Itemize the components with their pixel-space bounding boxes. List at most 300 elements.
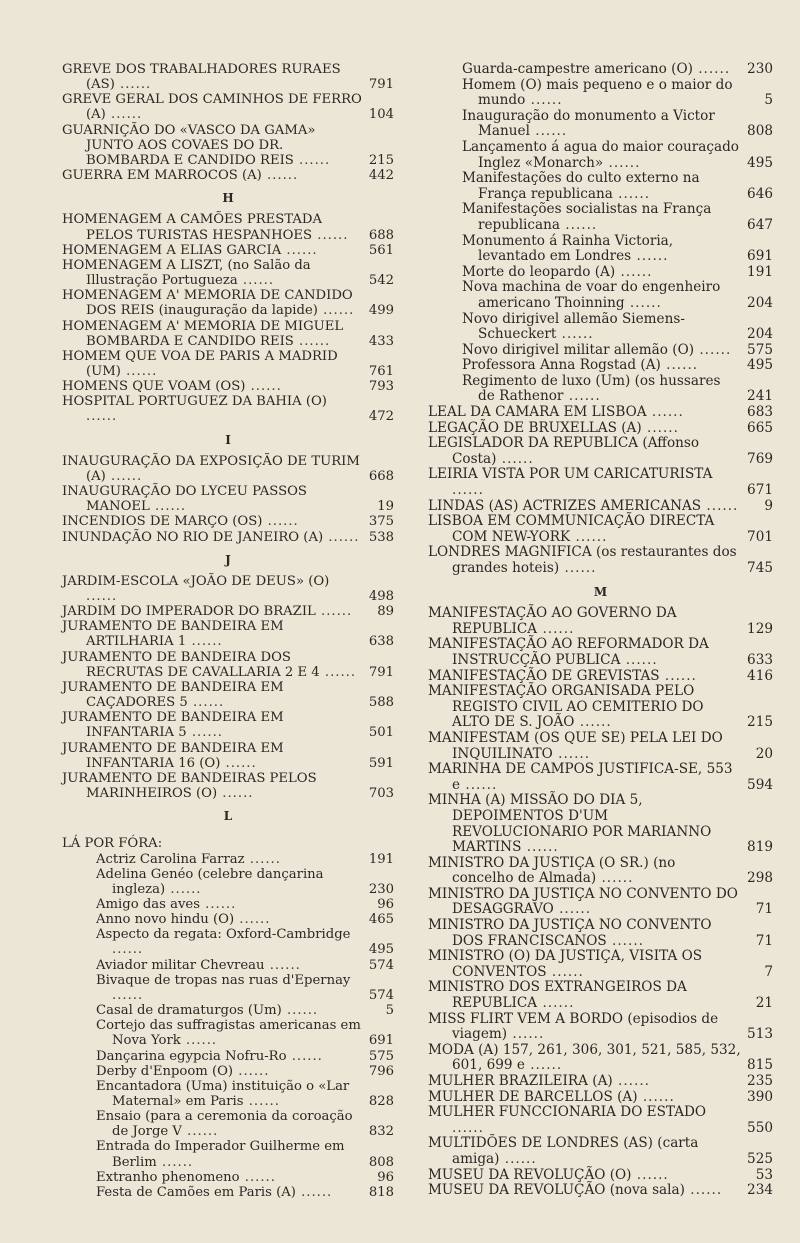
dot-leaders: ......: [641, 419, 679, 436]
dot-leaders: ......: [180, 1033, 218, 1049]
entry-title: HOMEM QUE VOA DE PARIS A MADRID (UM): [62, 348, 338, 379]
entry-title: HOSPITAL PORTUGUEZ DA BAHIA (O): [62, 394, 327, 410]
page-number: 230: [747, 61, 773, 77]
page-number: 241: [747, 388, 773, 405]
entry-title: Actriz Carolina Farraz: [96, 851, 245, 867]
index-subentry: [428, 374, 773, 405]
index-subentry: [62, 1079, 394, 1109]
entry-title: MINISTRO DA JUSTIÇA NO CONVENTO DOS FRANCISCANOS: [428, 917, 712, 949]
entry-title: INUNDAÇÃO NO RIO DE JANEIRO (A): [62, 529, 324, 545]
dot-leaders: ......: [317, 303, 355, 319]
index-entry: [62, 379, 394, 394]
left-column: [62, 62, 394, 1200]
dot-leaders: ......: [525, 92, 563, 109]
page-number: 828: [368, 1094, 394, 1109]
index-entry: [62, 454, 394, 484]
entry-title: JURAMENTO DE BANDEIRA EM CAÇADORES 5: [62, 679, 284, 711]
index-subentry: [428, 343, 773, 359]
page-number: 7: [764, 963, 773, 980]
section-letter: L: [223, 809, 233, 824]
page-number: 671: [747, 482, 773, 499]
index-subentry: [62, 1064, 394, 1079]
index-entry: [62, 258, 394, 288]
page-number: 796: [368, 1063, 394, 1079]
index-entry: [62, 741, 394, 771]
dot-leaders: ......: [312, 227, 349, 243]
dot-leaders: ......: [156, 1154, 194, 1170]
page-number: 230: [368, 881, 394, 897]
dot-leaders: ......: [120, 363, 158, 379]
dot-leaders: ......: [261, 168, 299, 184]
index-subentry: [428, 280, 773, 311]
page-number: 646: [747, 185, 773, 202]
dot-leaders: ......: [615, 263, 653, 280]
index-entry: [62, 484, 394, 514]
index-entry: [428, 918, 773, 949]
page-number: 129: [747, 620, 773, 637]
index-entry: [428, 421, 773, 437]
page-number: 791: [368, 664, 394, 680]
dot-leaders: ......: [295, 1184, 333, 1200]
entry-title: Ensaio (para a ceremonia da coroação de Jorge V: [96, 1109, 353, 1140]
dot-leaders: ......: [631, 248, 669, 265]
entry-title: GREVE GERAL DOS CAMINHOS DE FERRO (A): [62, 92, 362, 123]
dot-leaders: ......: [460, 776, 498, 793]
index-entry: [428, 1012, 773, 1043]
index-entry: [428, 467, 773, 498]
page-number: 575: [368, 1048, 394, 1064]
page-number: 665: [747, 419, 773, 436]
entry-title: Adelina Genéo (celebre dançarina ingleza): [96, 866, 324, 897]
dot-leaders: ......: [701, 497, 739, 514]
section-heading: LÁ POR FÓRA:: [62, 836, 163, 852]
dot-leaders: ......: [563, 388, 601, 405]
dot-leaders: ......: [112, 942, 144, 958]
index-subentry: [62, 1003, 394, 1018]
index-entry: [428, 669, 773, 685]
index-subentry: [428, 234, 773, 265]
page-number: 375: [368, 514, 394, 530]
page-number: 472: [368, 409, 394, 425]
dot-leaders: ......: [529, 123, 568, 140]
index-entry: [428, 1183, 773, 1199]
page-number: 71: [755, 932, 773, 949]
entry-title: Entrada do Imperador Guilherme em Berlim: [96, 1139, 345, 1170]
index-entry: [62, 319, 394, 349]
entry-title: JARDIM-ESCOLA «JOÃO DE DEUS» (O): [62, 573, 330, 589]
dot-leaders: ......: [452, 482, 484, 499]
page-number: 769: [747, 450, 773, 467]
dot-leaders: ......: [606, 932, 644, 949]
entry-title: MANIFESTAÇÃO DE GREVISTAS: [428, 667, 660, 684]
page-number: 691: [747, 248, 773, 265]
entry-title: Dançarina egypcia Nofru-Ro: [96, 1048, 287, 1064]
page-number: 20: [755, 745, 773, 762]
dot-leaders: ......: [262, 514, 299, 530]
section-letter: J: [225, 552, 231, 567]
index-entry: [428, 637, 773, 668]
page-number: 761: [368, 363, 394, 379]
dot-leaders: ......: [603, 154, 641, 171]
dot-leaders: ......: [114, 77, 152, 93]
index-subentry: [428, 312, 773, 343]
page-number: 5: [764, 92, 773, 109]
index-entry: [62, 92, 394, 122]
index-entry: [428, 1043, 773, 1074]
entry-title: HOMENAGEM A' MEMORIA DE CANDIDO DOS REIS (inauguração da lapide): [62, 288, 353, 319]
page-number: 235: [747, 1073, 773, 1089]
page-number: 495: [368, 942, 394, 958]
entry-title: JARDIM DO IMPERADOR DO BRAZIL: [62, 604, 316, 620]
dot-leaders: ......: [637, 1088, 675, 1105]
entry-title: LINDAS (AS) ACTRIZES AMERICANAS: [428, 497, 702, 514]
index-subentry: [62, 1170, 394, 1185]
entry-title: JURAMENTO DE BANDEIRA EM INFANTARIA 5: [62, 710, 284, 741]
page-number: 819: [747, 839, 773, 856]
entry-title: GUARNIÇÃO DO «VASCO DA GAMA» JUNTO AOS COVAES DO DR. BOMBARDA E CANDIDO REIS: [62, 122, 316, 168]
index-subentry: [62, 1109, 394, 1139]
index-entry: [428, 1090, 773, 1106]
dot-leaders: ......: [112, 987, 144, 1003]
entry-title: JURAMENTO DE BANDEIRA EM ARTILHARIA 1: [62, 619, 284, 650]
entry-title: MINISTRO (O) DA JUSTIÇA, VISITA OS CONVENTOS: [428, 948, 703, 980]
index-entry: [62, 123, 394, 168]
page-number: 513: [747, 1026, 773, 1043]
entry-title: INAUGURAÇÃO DO LYCEU PASSOS MANOEL: [62, 484, 307, 515]
entry-title: MINISTRO DA JUSTIÇA (O SR.) (no concelho de Almada): [428, 854, 676, 887]
page-number: 501: [368, 725, 394, 741]
page-number: 298: [747, 870, 773, 887]
index-subentry: [428, 202, 773, 233]
dot-leaders: ......: [315, 604, 353, 620]
entry-title: HOMENAGEM A LISZT, (no Salão da Illustração Portugueza: [62, 257, 311, 289]
dot-leaders: ......: [521, 839, 559, 856]
entry-title: Inauguração do monumento a Victor Manuel: [462, 107, 715, 140]
entry-title: Novo dirigivel militar allemão (O): [462, 341, 695, 358]
index-entry: [428, 606, 773, 637]
page-number: 815: [747, 1057, 773, 1074]
dot-leaders: ......: [199, 896, 237, 912]
index-subentry: [62, 897, 394, 912]
dot-leaders: ......: [105, 107, 143, 123]
page-number: 495: [747, 154, 773, 171]
page-number: 191: [747, 263, 773, 280]
page-number: 818: [368, 1184, 394, 1200]
index-entry: [428, 949, 773, 980]
entry-title: Novo dirigivel allemão Siemens-Schueckert: [462, 310, 685, 343]
entry-title: Bivaque de tropas nas ruas d'Epernay: [96, 972, 351, 988]
dot-leaders: ......: [244, 851, 281, 867]
page-number: 691: [368, 1033, 394, 1049]
entry-title: JURAMENTO DE BANDEIRAS PELOS MARINHEIROS (O): [62, 770, 317, 802]
dot-leaders: ......: [243, 1094, 280, 1109]
entry-title: MULHER FUNCCIONARIA DO ESTADO: [428, 1104, 707, 1121]
entry-title: LISBOA EM COMMUNICAÇÃO DIRECTA COM NEW-YORK: [428, 513, 715, 545]
dot-leaders: ......: [264, 957, 301, 973]
dot-leaders: ......: [612, 1073, 650, 1089]
dot-leaders: ......: [659, 667, 697, 684]
index-subentry: [428, 78, 773, 109]
index-entry: [428, 762, 773, 793]
page-number: 498: [368, 589, 394, 604]
index-subentry: [428, 140, 773, 171]
page-number: 215: [747, 714, 773, 731]
entry-title: MULTIDÕES DE LONDRES (AS) (carta amiga): [428, 1135, 699, 1167]
dot-leaders: ......: [452, 1119, 484, 1136]
page-number: 5: [385, 1003, 394, 1019]
page-number: 550: [747, 1119, 773, 1136]
entry-title: GREVE DOS TRABALHADORES RURAES (AS): [62, 62, 341, 93]
index-subentry: [62, 867, 394, 897]
page-number: 701: [747, 528, 773, 545]
index-entry: [428, 684, 773, 731]
entry-title: Manifestações socialistas na França republicana: [462, 201, 712, 233]
page-number: 465: [368, 912, 394, 928]
dot-leaders: ......: [234, 912, 271, 928]
dot-leaders: ......: [293, 333, 331, 349]
entry-title: Casal de dramaturgos (Um): [96, 1003, 282, 1019]
index-entry: [428, 1168, 773, 1184]
page-number: 668: [368, 468, 394, 484]
dot-leaders: ......: [499, 1150, 537, 1167]
dot-leaders: ......: [496, 450, 534, 467]
page-number: 561: [368, 242, 394, 258]
section-letter: H: [222, 191, 234, 206]
entry-title: Guarda-campestre americano (O): [462, 61, 693, 77]
dot-leaders: ......: [556, 326, 594, 343]
page-number: 575: [747, 341, 773, 358]
index-entry: [62, 619, 394, 649]
index-entry: [428, 887, 773, 918]
entry-title: LEGAÇÃO DE BRUXELLAS (A): [428, 419, 642, 436]
dot-leaders: ......: [149, 499, 187, 515]
entry-title: LEAL DA CAMARA EM LISBOA: [428, 404, 647, 421]
page-number: 832: [368, 1124, 394, 1140]
entry-title: Nova machina de voar do engenheiro americano Thoinning: [462, 279, 721, 311]
index-entry: [62, 212, 394, 242]
dot-leaders: ......: [596, 870, 634, 887]
section-letter: I: [225, 432, 231, 447]
dot-leaders: ......: [86, 589, 118, 604]
entry-title: MUSEU DA REVOLUÇÃO (nova sala): [428, 1182, 685, 1199]
page-number: 808: [368, 1154, 394, 1170]
entry-title: MINHA (A) MISSÃO DO DIA 5, DEPOIMENTOS D'UM REVOLUCIONARIO POR MARIANNO MARTINS: [428, 792, 712, 856]
page-number: 89: [377, 604, 394, 620]
dot-leaders: ......: [220, 755, 257, 771]
index-subentry: [62, 912, 394, 927]
entry-title: INCENDIOS DE MARÇO (OS): [62, 514, 263, 530]
dot-leaders: ......: [646, 404, 684, 421]
index-entry: [62, 243, 394, 258]
dot-leaders: ......: [524, 1057, 563, 1074]
dot-leaders: ......: [559, 216, 598, 233]
page-number: 19: [377, 499, 394, 515]
page-number: 808: [747, 123, 773, 140]
dot-leaders: ......: [233, 1063, 270, 1079]
index-entry: [62, 349, 394, 379]
dot-leaders: ......: [631, 1166, 669, 1183]
page-number: 71: [755, 901, 773, 918]
index-entry: [62, 394, 394, 424]
entry-title: HOMENS QUE VOAM (OS): [62, 379, 246, 395]
entry-title: LONDRES MAGNIFICA (os restaurantes dos grandes hoteis): [428, 544, 737, 576]
page-number: 191: [368, 851, 394, 867]
page-number: 234: [747, 1182, 773, 1199]
index-entry: [428, 499, 773, 515]
index-entry: [62, 710, 394, 740]
index-entry: [428, 1136, 773, 1167]
dot-leaders: ......: [553, 901, 592, 918]
entry-title: Extranho phenomeno: [96, 1169, 240, 1185]
dot-leaders: ......: [187, 695, 225, 711]
entry-title: HOMENAGEM A CAMÕES PRESTADA PELOS TURISTAS HESPANHOES: [62, 212, 323, 243]
dot-leaders: ......: [537, 995, 575, 1012]
entry-title: MULHER DE BARCELLOS (A): [428, 1088, 638, 1105]
index-entry: [62, 650, 394, 680]
page-number: 495: [747, 357, 773, 374]
entry-title: LEIRIA VISTA POR UM CARICATURISTA: [428, 466, 713, 483]
page-number: 703: [368, 786, 394, 802]
entry-title: Regimento de luxo (Um) (os hussares de Rathenor: [462, 372, 721, 405]
entry-title: Aviador militar Chevreau: [96, 957, 265, 973]
page-number: 542: [368, 273, 394, 289]
page-number: 204: [747, 294, 773, 311]
dot-leaders: ......: [181, 1124, 219, 1140]
index-subentry: [62, 852, 394, 867]
index-entry: [428, 545, 773, 576]
entry-title: MARINHA DE CAMPOS JUSTIFICA-SE, 553 e: [428, 761, 733, 793]
index-entry: [428, 405, 773, 421]
index-subentry: [428, 171, 773, 202]
entry-title: MUSEU DA REVOLUÇÃO (O): [428, 1166, 632, 1183]
page-number: 53: [755, 1166, 773, 1183]
index-subentry: [62, 1049, 394, 1064]
index-subentry: [62, 1139, 394, 1169]
entry-title: Cortejo das suffragistas americanas em Nova York: [96, 1018, 361, 1049]
index-entry: [62, 288, 394, 318]
index-entry: [62, 574, 394, 604]
entry-title: MODA (A) 157, 261, 306, 301, 521, 585, 532, 601, 699 e: [428, 1041, 741, 1074]
dot-leaders: ......: [217, 786, 254, 802]
index-entry: [62, 530, 394, 545]
index-entry: [428, 514, 773, 545]
entry-title: HOMENAGEM A' MEMORIA DE MIGUEL BOMBARDA E CANDIDO REIS: [62, 318, 344, 349]
index-entry: [428, 1105, 773, 1136]
index-entry: [62, 680, 394, 710]
entry-title: Festa de Camões em Paris (A): [96, 1184, 296, 1200]
page-number: 793: [368, 379, 394, 395]
page-number: 416: [747, 667, 773, 684]
page-number: 215: [368, 152, 394, 168]
entry-title: Lançamento á agua do maior couraçado Inglez «Monarch»: [462, 138, 739, 171]
entry-title: INAUGURAÇÃO DA EXPOSIÇÃO DE TURIM (A): [62, 453, 360, 484]
page-number: 791: [368, 77, 394, 93]
dot-leaders: ......: [239, 1169, 276, 1185]
dot-leaders: ......: [574, 714, 612, 731]
dot-leaders: ......: [286, 1048, 323, 1064]
entry-title: LEGISLADOR DA REPUBLICA (Affonso Costa): [428, 435, 700, 467]
entry-title: MULHER BRAZILEIRA (A): [428, 1073, 613, 1089]
page-number: 538: [368, 529, 394, 545]
page-number: 104: [368, 107, 394, 123]
index-entry: [62, 771, 394, 801]
entry-title: JURAMENTO DE BANDEIRA EM INFANTARIA 16 (O): [62, 740, 284, 771]
page-number: 499: [368, 303, 394, 319]
entry-title: GUERRA EM MARROCOS (A): [62, 168, 262, 184]
dot-leaders: ......: [620, 651, 658, 668]
index-entry: [428, 793, 773, 855]
entry-title: Encantadora (Uma) instituição o «Lar Maternal» em Paris: [96, 1078, 350, 1109]
dot-leaders: ......: [165, 881, 202, 897]
entry-title: Monumento á Rainha Victoria, levantado em Londres: [462, 232, 674, 265]
page-number: 204: [747, 326, 773, 343]
index-entry: [62, 604, 394, 619]
dot-leaders: ......: [245, 379, 282, 395]
page-number: 525: [747, 1150, 773, 1167]
page-number: 647: [747, 216, 773, 233]
dot-leaders: ......: [570, 528, 608, 545]
index-subentry: [428, 358, 773, 374]
dot-leaders: ......: [537, 620, 575, 637]
entry-title: MISS FLIRT VEM A BORDO (episodios de viagem): [428, 1010, 719, 1043]
index-subentry: [62, 927, 394, 957]
dot-leaders: ......: [323, 529, 360, 545]
page-number: 594: [747, 776, 773, 793]
page-number: 588: [368, 695, 394, 711]
page-number: 390: [747, 1088, 773, 1105]
dot-leaders: ......: [660, 357, 699, 374]
page-number: 638: [368, 634, 394, 650]
page-number: 688: [368, 227, 394, 243]
dot-leaders: ......: [281, 1003, 319, 1019]
dot-leaders: ......: [86, 409, 118, 425]
page-number: 96: [377, 896, 394, 912]
entry-title: Amigo das aves: [96, 896, 200, 912]
index-entry: [62, 514, 394, 529]
page-number: 96: [377, 1169, 394, 1185]
dot-leaders: ......: [552, 745, 591, 762]
entry-title: MANIFESTAÇÃO ORGANISADA PELO REGISTO CIVIL AO CEMITERIO DO ALTO DE S. JOÃO: [428, 683, 704, 731]
index-subentry: [62, 973, 394, 1003]
entry-title: MINISTRO DA JUSTIÇA NO CONVENTO DO DESAGGRAVO: [428, 885, 738, 918]
index-entry: [428, 731, 773, 762]
index-entry: [62, 62, 394, 92]
page-number: 442: [368, 168, 394, 184]
dot-leaders: ......: [559, 560, 597, 576]
page-number: 433: [368, 333, 394, 349]
index-entry: [428, 980, 773, 1011]
page-number: 574: [368, 987, 394, 1003]
dot-leaders: ......: [692, 61, 731, 77]
page-number: 21: [755, 995, 773, 1012]
page-number: 633: [747, 651, 773, 668]
dot-leaders: ......: [105, 468, 143, 484]
entry-title: Aspecto da regata: Oxford-Cambridge: [96, 927, 351, 943]
entry-title: Morte do leopardo (A): [462, 263, 616, 280]
dot-leaders: ......: [319, 664, 357, 680]
page-number: 683: [747, 404, 773, 421]
index-subentry: [428, 62, 773, 78]
entry-title: MANIFESTAÇÃO AO GOVERNO DA REPUBLICA: [428, 605, 677, 637]
entry-title: Anno novo hindu (O): [96, 912, 235, 928]
index-subentry: [62, 958, 394, 973]
entry-title: Derby d'Enpoom (O): [96, 1063, 234, 1079]
dot-leaders: ......: [237, 273, 275, 289]
entry-title: MANIFESTAM (OS QUE SE) PELA LEI DO INQUILINATO: [428, 729, 723, 762]
dot-leaders: ......: [624, 294, 662, 311]
index-entry: [62, 168, 394, 183]
dot-leaders: ......: [612, 185, 651, 202]
